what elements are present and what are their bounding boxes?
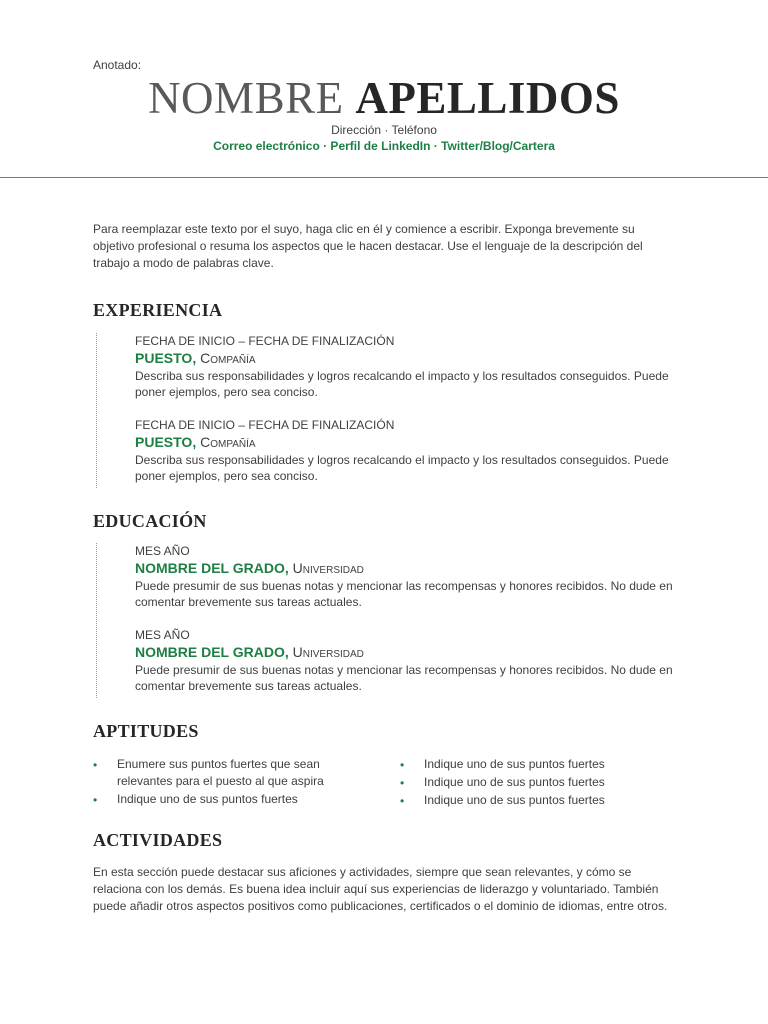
education-entry[interactable]: [135, 627, 680, 694]
education-title[interactable]: [135, 643, 680, 662]
education-date[interactable]: MES AÑO: [135, 628, 190, 642]
skill-item[interactable]: [400, 792, 680, 809]
skills-list-right: [400, 756, 680, 810]
education-heading[interactable]: EDUCACIÓN: [93, 511, 207, 531]
degree-name[interactable]: NOMBRE DEL GRADO,: [135, 644, 289, 660]
bullet-icon: •: [400, 758, 405, 772]
first-name[interactable]: NOMBRE: [148, 73, 344, 123]
online-contact[interactable]: Correo electrónico · Perfil de LinkedIn · Twitter/Blog/Cartera: [213, 139, 555, 153]
skill-text[interactable]: Enumere sus puntos fuertes que sean relevantes para el puesto al que aspira: [117, 757, 324, 788]
education-description[interactable]: Puede presumir de sus buenas notas y mencionar las recompensas y honores recibidos. No dude en comentar brevemente sus tareas actuales.: [135, 663, 673, 693]
school-name[interactable]: Universidad: [292, 644, 364, 660]
education-title[interactable]: [135, 559, 680, 578]
skill-text[interactable]: Indique uno de sus puntos fuertes: [117, 792, 298, 806]
skill-text[interactable]: Indique uno de sus puntos fuertes: [424, 757, 605, 771]
experience-date[interactable]: FECHA DE INICIO – FECHA DE FINALIZACIÓN: [135, 418, 395, 432]
position-name[interactable]: PUESTO,: [135, 350, 197, 366]
education-timeline: [96, 543, 97, 698]
header-divider: [0, 177, 768, 178]
address-phone[interactable]: Dirección · Teléfono: [331, 123, 437, 137]
education-description[interactable]: Puede presumir de sus buenas notas y mencionar las recompensas y honores recibidos. No dude en comentar brevemente sus tareas actuales.: [135, 579, 673, 609]
position-name[interactable]: PUESTO,: [135, 434, 197, 450]
full-name[interactable]: [0, 72, 768, 124]
experience-entry[interactable]: [135, 333, 680, 400]
annotation-label: Anotado:: [93, 58, 142, 72]
experience-title[interactable]: [135, 349, 680, 368]
bullet-icon: •: [400, 794, 405, 808]
experience-timeline: [96, 333, 97, 488]
experience-description[interactable]: Describa sus responsabilidades y logros recalcando el impacto y los resultados conseguidos. Puede poner ejemplos, pero sea conciso.: [135, 453, 669, 483]
experience-date[interactable]: FECHA DE INICIO – FECHA DE FINALIZACIÓN: [135, 334, 395, 348]
skill-text[interactable]: Indique uno de sus puntos fuertes: [424, 793, 605, 807]
bullet-icon: •: [93, 758, 98, 772]
skill-item[interactable]: [400, 774, 680, 791]
activities-text[interactable]: En esta sección puede destacar sus aficiones y actividades, siempre que sean relevantes, y cómo se relaciona con los demás. Es buena idea incluir aquí sus experiencias de liderazgo y voluntariado. También puede añadir otros aspectos positivos como publicaciones, certificados o el dominio de idiomas, entre otros.: [93, 865, 668, 913]
school-name[interactable]: Universidad: [292, 560, 364, 576]
company-name[interactable]: Compañía: [200, 434, 256, 450]
skill-text[interactable]: Indique uno de sus puntos fuertes: [424, 775, 605, 789]
bullet-icon: •: [93, 793, 98, 807]
skill-item[interactable]: [93, 791, 363, 808]
education-entry[interactable]: [135, 543, 680, 610]
objective-text[interactable]: Para reemplazar este texto por el suyo, haga clic en él y comience a escribir. Exponga brevemente su objetivo profesional o resuma los aspectos que le hacen destacar. Use el lenguaje de la descripción del trabajo a modo de palabras clave.: [93, 222, 643, 270]
skills-heading[interactable]: APTITUDES: [93, 721, 199, 741]
degree-name[interactable]: NOMBRE DEL GRADO,: [135, 560, 289, 576]
last-name[interactable]: APELLIDOS: [355, 73, 620, 123]
experience-title[interactable]: [135, 433, 680, 452]
skills-list-left: [93, 756, 363, 809]
activities-heading[interactable]: ACTIVIDADES: [93, 830, 223, 850]
company-name[interactable]: Compañía: [200, 350, 256, 366]
skill-item[interactable]: [400, 756, 680, 773]
experience-entry[interactable]: [135, 417, 680, 484]
experience-description[interactable]: Describa sus responsabilidades y logros recalcando el impacto y los resultados conseguidos. Puede poner ejemplos, pero sea conciso.: [135, 369, 669, 399]
bullet-icon: •: [400, 776, 405, 790]
skill-item[interactable]: [93, 756, 363, 790]
education-date[interactable]: MES AÑO: [135, 544, 190, 558]
experience-heading[interactable]: EXPERIENCIA: [93, 300, 223, 320]
